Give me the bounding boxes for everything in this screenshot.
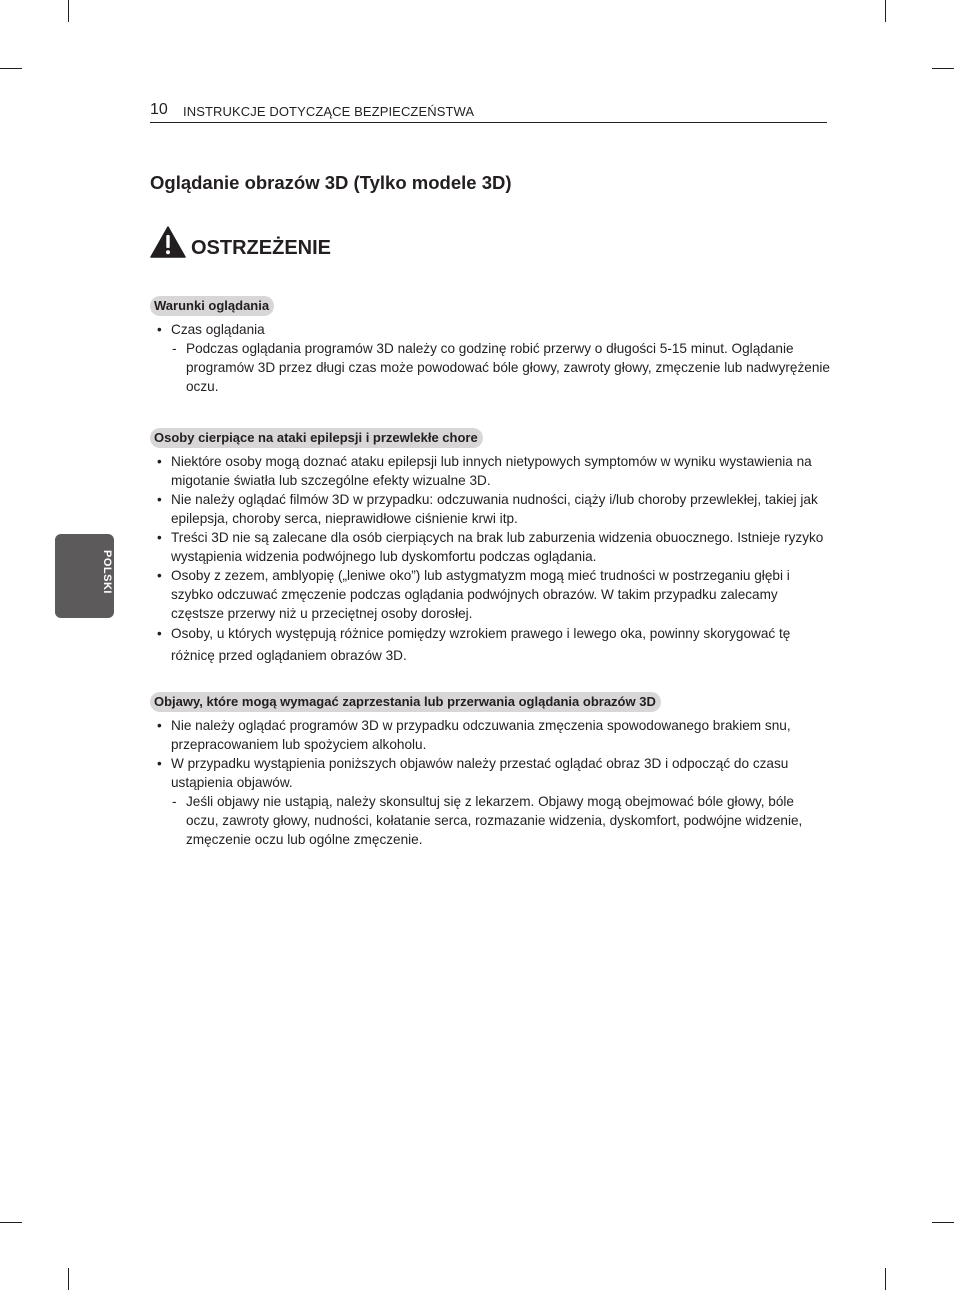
list-item: • Nie należy oglądać programów 3D w przypadku odczuwania zmęczenia spowodowanego brakiem snu, przepracowaniem lub spożyciem alkoholu. bbox=[150, 716, 830, 754]
list-item: • Niektóre osoby mogą doznać ataku epilepsji lub innych nietypowych symptomów w wyniku wystawienia na migotanie światła lub szczególne efekty wizualne 3D. bbox=[150, 452, 830, 490]
list-item: • Osoby z zezem, amblyopię („leniwe oko”) lub astygmatyzm mogą mieć trudności w postrzeganiu głębi i szybko odczuwać zmęczenie podczas oglądania podwójnych obrazów. W takim przypadku zalecamy częstsze przerwy niż u przeciętnej osoby dorosłej. bbox=[150, 566, 830, 623]
warning-triangle-icon bbox=[150, 226, 186, 258]
language-tab-label: POLSKI bbox=[101, 550, 113, 594]
list-item-text: Czas oglądania bbox=[171, 322, 265, 337]
bullet-list bbox=[150, 320, 830, 396]
crop-mark bbox=[932, 68, 954, 69]
sub-list-item: - Podczas oglądania programów 3D należy co godzinę robić przerwy o długości 5-15 minut. Oglądanie programów 3D przez długi czas może powodować bóle głowy, zawroty głowy, zmęczenie lub nadwyrężenie oczu. bbox=[171, 339, 830, 396]
bullet-list bbox=[150, 452, 830, 667]
crop-mark bbox=[0, 1222, 22, 1223]
crop-mark bbox=[885, 1268, 886, 1290]
crop-mark bbox=[932, 1222, 954, 1223]
crop-mark bbox=[885, 0, 886, 22]
section-title: Oglądanie obrazów 3D (Tylko modele 3D) bbox=[150, 172, 512, 193]
language-tab bbox=[55, 534, 114, 618]
block-heading: Osoby cierpiące na ataki epilepsji i przewlekłe chore bbox=[150, 428, 483, 448]
bullet-list bbox=[150, 716, 830, 849]
sub-list bbox=[171, 339, 830, 396]
running-title: INSTRUKCJE DOTYCZĄCE BEZPIECZEŃSTWA bbox=[183, 104, 475, 119]
list-item bbox=[150, 754, 830, 849]
warning-block bbox=[150, 296, 830, 396]
crop-mark bbox=[0, 68, 22, 69]
warning-block bbox=[150, 692, 830, 849]
sub-list bbox=[171, 792, 830, 849]
sub-list-item: - Jeśli objawy nie ustąpią, należy skonsultuj się z lekarzem. Objawy mogą obejmować bóle głowy, bóle oczu, zawroty głowy, nudności, kołatanie serca, rozmazanie widzenia, dyskomfort, podwójne widzenie, zmęczenie oczu lub ogólne zmęczenie. bbox=[171, 792, 830, 849]
list-item: • Treści 3D nie są zalecane dla osób cierpiących na brak lub zaburzenia widzenia obuocznego. Istnieje ryzyko wystąpienia widzenia podwójnego lub dyskomfortu podczas oglądania. bbox=[150, 528, 830, 566]
crop-mark bbox=[68, 1268, 69, 1290]
warning-label: OSTRZEŻENIE bbox=[191, 237, 332, 259]
list-item-text: W przypadku wystąpienia poniższych objawów należy przestać oglądać obraz 3D i odpocząć do czasu ustąpienia objawów. bbox=[171, 756, 789, 790]
warning-content bbox=[150, 296, 830, 849]
block-heading: Warunki oglądania bbox=[150, 296, 274, 316]
list-item: • Osoby, u których występują różnice pomiędzy wzrokiem prawego i lewego oka, powinny skorygować tę różnicę przed oglądaniem obrazów 3D. bbox=[150, 623, 830, 667]
warning-block bbox=[150, 428, 830, 667]
block-heading: Objawy, które mogą wymagać zaprzestania lub przerwania oglądania obrazów 3D bbox=[150, 692, 661, 712]
page-header bbox=[150, 100, 827, 123]
page-number: 10 bbox=[150, 101, 168, 118]
crop-mark bbox=[68, 0, 69, 22]
list-item: • Nie należy oglądać filmów 3D w przypadku: odczuwania nudności, ciąży i/lub choroby przewlekłej, takiej jak epilepsja, choroby serca, nieprawidłowe ciśnienie krwi itp. bbox=[150, 490, 830, 528]
list-item bbox=[150, 320, 830, 396]
